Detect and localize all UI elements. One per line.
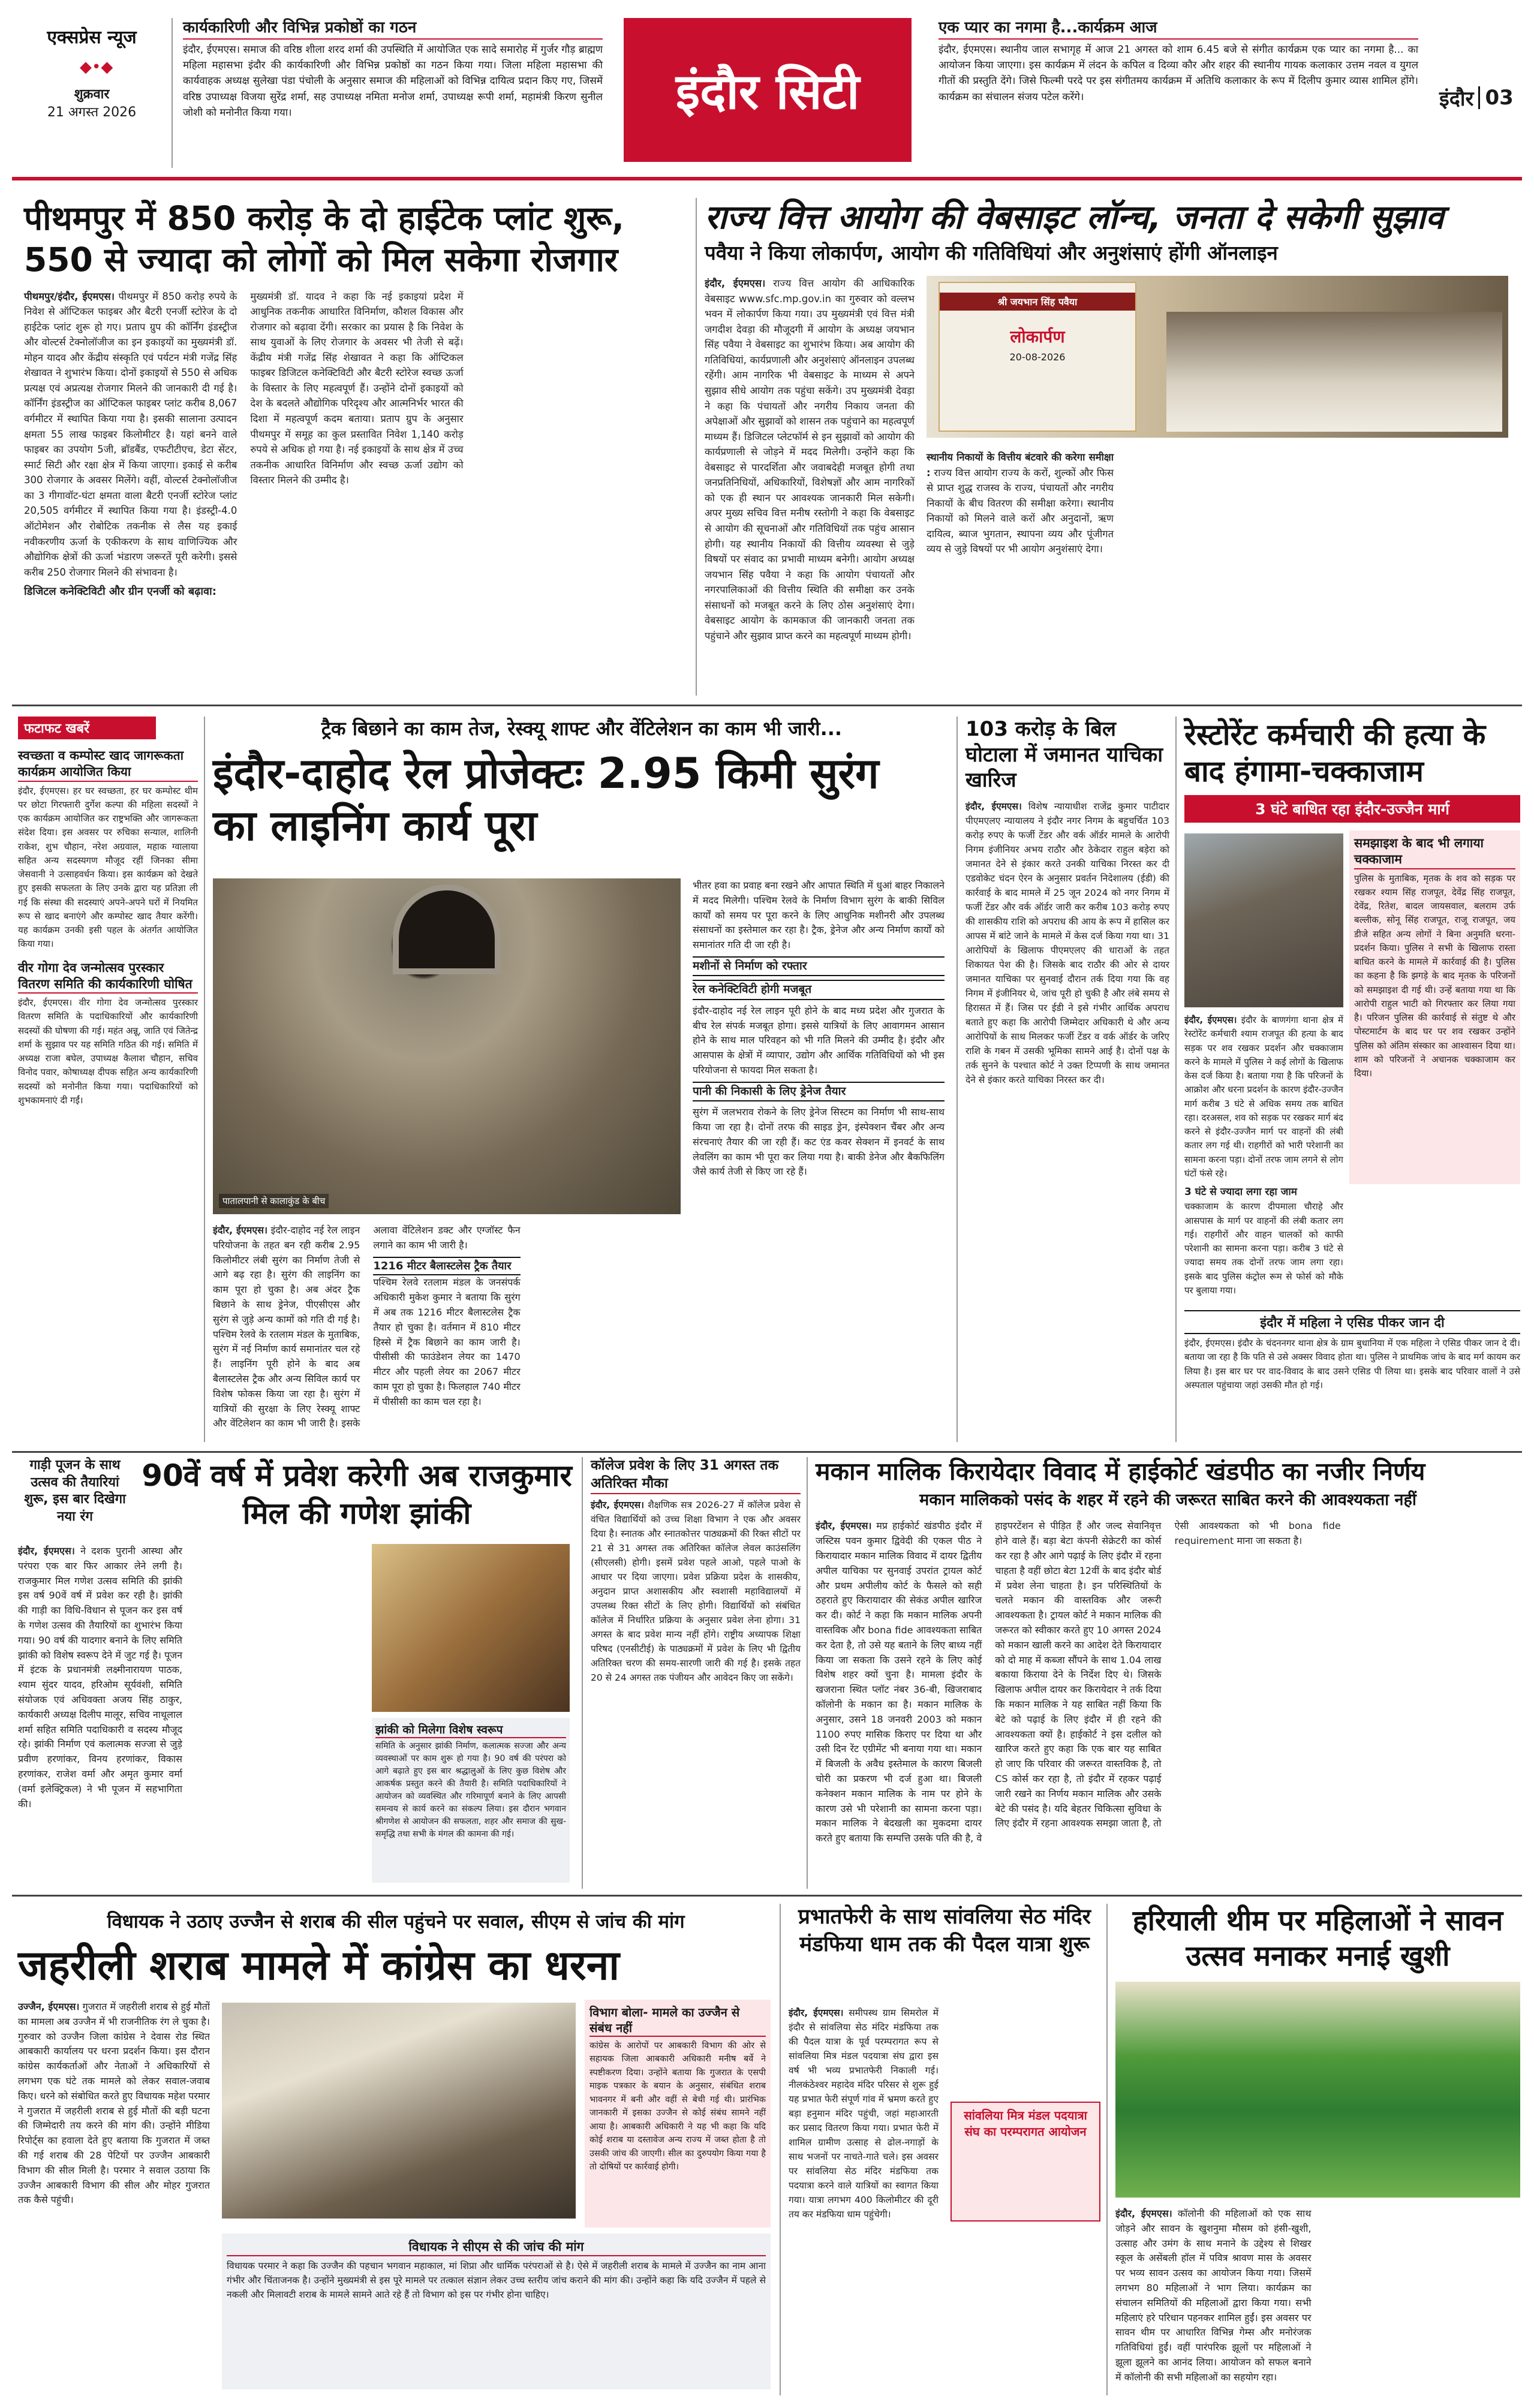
dateline: इंदौर, ईएमएस।	[213, 1224, 268, 1236]
info-box	[1349, 830, 1520, 1184]
info-box	[585, 2000, 771, 2228]
headline: इंदौर-दाहोद रेल प्रोजेक्टः 2.95 किमी सुरंग का लाइनिंग कार्य पूरा	[213, 748, 879, 851]
fatafat-item-2-title: वीर गोगा देव जन्मोत्सव पुरस्कार वितरण समिति की कार्यकारिणी घोषित	[18, 960, 198, 994]
info-box	[372, 1718, 570, 1883]
kicker: कॉलेज प्रवेश के लिए 31 अगस्त तक अतिरिक्त मौका	[591, 1457, 801, 1494]
headline: 90वें वर्ष में प्रवेश करेगी अब राजकुमार मिल की गणेश झांकी	[142, 1458, 572, 1531]
article-body	[24, 289, 690, 631]
headline: राज्य वित्त आयोग की वेबसाइट लॉन्च, जनता दे सकेगी सुझाव	[705, 198, 1444, 236]
dateline: इंदौर, ईएमएस।	[1115, 2208, 1172, 2219]
info-box-text: समिति के अनुसार झांकी निर्माण, कलात्मक सज्जा और अन्य व्यवस्थाओं पर काम शुरू हो गया है। 90 वर्ष की परंपरा को आगे बढ़ाते हुए इस बार श्रद्धालुओं के लिए कुछ विशेष और आकर्षक प्रस्तुत करने की तैयारी है। समिति पदाधिकारियों ने आयोजन को व्यवस्थित और गरिमापूर्ण बनाने के लिए आपसी समन्वय से कार्य करने का संकल्प लिया। इस दौरान भगवान श्रीगणेश से आयोजन की सफलता, शहर और समाज की सुख-समृद्धि तथा सभी के मंगल की कामना की गई।	[375, 1741, 566, 1839]
info-box-title: विभाग बोला- मामले का उज्जैन से संबंध नहीं	[589, 2004, 766, 2037]
dateline: पीथमपुर/इंदौर, ईएमएस।	[24, 290, 115, 302]
masthead	[0, 0, 1534, 183]
body-text: शैक्षणिक सत्र 2026-27 में कॉलेज प्रवेश से वंचित विद्यार्थियों को उच्च शिक्षा विभाग ने एक और अवसर दिया है। स्नातक और स्नातकोत्तर पाठ्यक्रमों की रिक्त सीटों पर 21 से 31 अगस्त तक अतिरिक्त कॉलेज लेवल काउंसलिंग (सीएलसी) होगी। इसमें प्रवेश पहले आओ, पहले पाओ के आधार पर दिया जाएगा। प्रवेश प्रक्रिया प्रदेश के शासकीय, अनुदान प्राप्त अशासकीय और स्वशासी महाविद्यालयों में उपलब्ध रिक्त सीटों के लिए होगी। विद्यार्थियों को संबंधित कॉलेज में निर्धारित प्रक्रिया के अनुसार प्रवेश लेना होगा। 31 अगस्त के बाद प्रवेश मान्य नहीं होंगे। राष्ट्रीय अध्यापक शिक्षा परिषद (एनसीटीई) के पाठ्यक्रमों में प्रवेश के लिए भी द्वितीय अतिरिक्त चरण की समय-सारणी जारी की गई है। इसके तहत 20 से 24 अगस्त तक पंजीयन और आवेदन किए जा सकेंगे।	[591, 1499, 801, 1683]
brief-title: इंदौर में महिला ने एसिड पीकर जान दी	[1184, 1310, 1520, 1334]
dateline: उज्जैन, ईएमएस।	[18, 2001, 80, 2012]
article-hariyali	[1115, 1904, 1520, 2395]
article-body	[18, 1544, 360, 1883]
info-box	[951, 2102, 1100, 2222]
photo-caption: पातालपानी से कालाकुंड के बीच	[219, 1194, 329, 1208]
info-box-text: कांग्रेस के आरोपों पर आबकारी विभाग की ओर से सहायक जिला आबकारी अधिकारी मनीष बर्वे ने स्पष्टीकरण दिया। उन्होंने बताया कि गुजरात के एसपी माइक पत्रकार के बयान के अनुसार, संबंधित शराब भावनगर में बनी और वहीं से बेची गई थी। प्रारंभिक जानकारी में इसका उज्जैन से कोई संबंध सामने नहीं आया है। आबकारी अधिकारी ने यह भी कहा कि यदि कोई शराब या दस्तावेज अन्य राज्य में जब्त होता है तो उसकी जांच की जाएगी। सील का दुरुपयोग किया गया है तो दोषियों पर कार्रवाई होगी।	[589, 2041, 766, 2172]
page-label: इंदौर	[1439, 87, 1474, 111]
brief-text: इंदौर, ईएमएस। इंदौर के चंदननगर थाना क्षेत्र के ग्राम बुधानिया में एक महिला ने एसिड पीकर जान दे दी। बताया जा रहा है कि पति से उसे अक्सर विवाद होता था। पुलिस ने प्राथमिक जांच के बाद मर्ग कायम कर लिया है। इस बार घर पर वाद-विवाद के बाद उसने एसिड पी लिया था। इसके बाद परिवार वालों ने उसे अस्पताल पहुंचाया जहां उसकी मौत हो गई।	[1184, 1338, 1520, 1390]
poster-launch: लोकार्पण	[1010, 327, 1065, 347]
subheading-2: मशीनों से निर्माण को रफ्तार	[693, 956, 945, 976]
body-text-1: पीथमपुर में 850 करोड़ रुपये के निवेश से ऑप्टिकल फाइबर और बैटरी एनर्जी स्टोरेज के दो हाईटेक प्लांट शुरू हो गए। प्रताप ग्रुप की कॉर्निंग इंडस्ट्रीज और वोल्टर्स टेक्नोलॉजीज का इन इकाइयों का मुख्यमंत्री डॉ. मोहन यादव और केंद्रीय संस्कृति एवं पर्यटन मंत्री गजेंद्र सिंह शेखावत ने शुभारंभ किया। दोनों इकाइयों से 550 से अधिक प्रत्यक्ष एवं अप्रत्यक्ष रोजगार मिलने की जानकारी दी गई है। कॉर्निंग इंडस्ट्रीज का ऑप्टिकल फाइबर प्लांट करीब 8,067 वर्गमीटर में स्थापित किया गया है। इसकी सालाना उत्पादन क्षमता 55 लाख फाइबर किलोमीटर है। यहां बनने वाले फाइबर का उपयोग 5जी, ब्रॉडबैंड, एफटीटीएच, डेटा सेंटर, स्मार्ट सिटी और रक्षा क्षेत्र में किया जाएगा। इकाई से करीब 300 रोजगार के अवसर मिलेंगे। वहीं, वोल्टर्स टेक्नोलॉजीज का 3 गीगावॉट-घंटा क्षमता वाला बैटरी एनर्जी स्टोरेज प्लांट 20,505 वर्गमीटर में स्थापित किया गया है। इंडस्ट्री-4.0 ऑटोमेशन और रोबोटिक तकनीक से लैस यह इकाई नवीकरणीय ऊर्जा के एकीकरण के साथ वाणिज्यिक और औद्योगिक क्षेत्रों की ऊर्जा भंडारण जरूरतें पूरी करेगी। इससे करीब 250 रोजगार मिलने की संभावना है।	[24, 290, 237, 578]
subheading-3: रेल कनेक्टिविटी होगी मजबूत	[693, 980, 945, 1000]
cm-box	[222, 2234, 771, 2389]
body-text: समीपस्थ ग्राम सिमरोल में इंदौर से सांवलिया सेठ मंदिर मंडफिया तक की पैदल यात्रा के पूर्व परम्परागत रूप से सांवलिया मित्र मंडल पदयात्रा संघ द्वारा इस वर्ष भी भव्य प्रभातफेरी निकाली गई। नीलकंठेश्वर महादेव मंदिर परिसर से शुरू हुई यह प्रभात फेरी संपूर्ण गांव में भ्रमण करते हुए बड़ा हनुमान मंदिर पहुंची, जहां महाआरती कर प्रसाद वितरण किया गया। प्रभात फेरी में शामिल ग्रामीण उत्साह से ढोल-नगाड़ों के साथ भजनों पर नाचते-गाते चले। इस अवसर पर सांवलिया सेठ मंदिर मंडफिया तक पदयात्रा करने वाले यात्रियों का स्वागत किया गया। यात्रा लगभग 400 किलोमीटर की दूरी तय कर मंडफिया धाम पहुंचेगी।	[789, 2007, 939, 2220]
headline: जहरीली शराब मामले में कांग्रेस का धरना	[18, 1942, 619, 1989]
issue-date: 21 अगस्त 2026	[47, 105, 137, 120]
puja-photo	[372, 1544, 570, 1712]
body-text-4: इंदौर-दाहोद नई रेल लाइन पूरी होने के बाद मध्य प्रदेश और गुजरात के बीच रेल संपर्क मजबूत होगा। इससे यात्रियों के लिए आवागमन आसान होने के साथ माल परिवहन को भी गति मिलने की उम्मीद है। इंदौर और आसपास के क्षेत्रों में व्यापार, उद्योग और आर्थिक गतिविधियों को भी इस परियोजना से फायदा मिल सकता है।	[693, 1004, 945, 1076]
headline: मकान मालिक किरायेदार विवाद में हाईकोर्ट खंडपीठ का नजीर निर्णय	[816, 1457, 1425, 1486]
subheadline: मकान मालिकको पसंद के शहर में रहने की जरूरत साबित करने की आवश्यकता नहीं	[919, 1491, 1416, 1510]
rail-body-right	[693, 878, 945, 1433]
body-text: विशेष न्यायाधीश राजेंद्र कुमार पाटीदार पीएमएलए न्यायालय ने इंदौर नगर निगम के बहुचर्चित 103 करोड़ रुपए के फर्जी टेंडर और वर्क ऑर्डर मामले के आरोपी निगम इंजीनियर अभय राठौर और ठेकेदार राहुल बड़ेरा को जमानत देने से इंकार करते उनकी याचिका निरस्त कर दी एडवोकेट चंदन ऐरन के अनुसार प्रवर्तन निदेशालय (ईडी) की कार्रवाई के बाद मामले में 25 जून 2024 को नगर निगम में फर्जी टेंडर और वर्क ऑर्डर जारी कर करीब 103 करोड़ रुपए की शासकीय राशि को अपराध की आय के रूप में हासिल कर आपस में बांटे जाने के मामले में केस दर्ज किया गया था। 31 आरोपियों के खिलाफ पीएमएलए की धाराओं के तहत शिकायत पेश की है। जिसके बाद राठौर की ओर से दायर जमानत याचिका पर सुनवाई दौरान तर्क दिया गया कि वह निगम में इंजीनियर थे, जांच पूरी हो चुकी है और लंबे समय से हिरासत में हैं। जिस पर ईडी ने इसे गंभीर आर्थिक अपराध बताते हुए कहा कि आरोपी जिम्मेदार अधिकारी थे और अन्य आरोपियों के साथ मिलकर फर्जी टेंडर व वर्क ऑर्डर के जरिए राशि के गबन में उसकी भूमिका सामने आई है। दोनों पक्ष के तर्क सुनने के पश्चात कोर्ट ने उक्त टिप्पणी के साथ जमानत देने से इंकार करते याचिका निरस्त कर दी।	[965, 800, 1169, 1085]
subheading: 3 घंटे से ज्यादा लगा रहा जाम	[1184, 1186, 1297, 1198]
brief-right-title: एक प्यार का नगमा है...कार्यक्रम आज	[939, 18, 1418, 40]
page-indicator	[1439, 84, 1517, 112]
page-number: 03	[1485, 86, 1514, 110]
body-text-3: भीतर हवा का प्रवाह बना रखने और आपात स्थिति में धुआं बाहर निकालने में मदद मिलेगी। पश्चिम रेलवे के निर्माण विभाग सुरंग के बाकी सिविल कार्यों को समय पर पूरा करने के लिए आधुनिक मशीनरी और उपलब्ध संसाधनों का इस्तेमाल कर रहा है। ट्रैक, ड्रेनेज और अन्य निर्माण कार्यों को समानांतर गति दी जा रही है।	[693, 880, 945, 951]
finance-cols-rest	[927, 450, 1514, 690]
info-box-title: सांवलिया मित्र मंडल पदयात्रा संघ का परम्परागत आयोजन	[964, 2108, 1087, 2139]
headline: प्रभातफेरी के साथ सांवलिया सेठ मंदिर मंडफिया धाम तक की पैदल यात्रा शुरू	[798, 1905, 1091, 1956]
subheading: स्थानीय निकायों के वित्तीय बंटवारे की करेगा समीक्षा :	[927, 452, 1114, 478]
article-rail	[213, 717, 951, 1442]
body-text-2: राज्य वित्त आयोग राज्य के करों, शुल्कों और फिस से प्राप्त शुद्ध राजस्व के राज्य, पंचायतों और नगरीय निकायों के बीच वितरण की समीक्षा करेगा। स्थानीय निकायों को मिलने वाले करों और अनुदानों, ऋण दायित्व, ब्याज भुगतान, स्थापना व्यय और पूंजीगत व्यय से जुड़े विषयों पर भी आयोग अनुशंसाएं देगा।	[927, 466, 1114, 555]
dateline: इंदौर, ईएमएस।	[705, 278, 766, 289]
body-text-2: मुख्यमंत्री डॉ. यादव ने कहा कि नई इकाइयां प्रदेश में आधुनिक तकनीक आधारित विनिर्माण, कौशल विकास और रोजगार को बढ़ावा देंगी। सरकार का प्रयास है कि निवेश के साथ युवाओं के लिए रोजगार के अवसर भी तेजी से बढ़ें। केंद्रीय मंत्री गजेंद्र सिंह शेखावत ने कहा कि ऑप्टिकल फाइबर डिजिटल कनेक्टिविटी और बैटरी स्टोरेज स्वच्छ ऊर्जा के विस्तार के लिए महत्वपूर्ण हैं। उन्होंने दोनों इकाइयों को देश के बदलते औद्योगिक परिदृश्य और आत्मनिर्भर भारत की दिशा में महत्वपूर्ण कदम बताया। प्रताप ग्रुप के अनुसार पीथमपुर में समूह का कुल प्रस्तावित निवेश 1,140 करोड़ रुपये से अधिक हो गया है। नई इकाइयों के साथ क्षेत्र में उच्च तकनीक आधारित विनिर्माण और स्वच्छ ऊर्जा उद्योग को विस्तार मिलने की उम्मीद है।	[250, 290, 464, 486]
article-restaurant	[1184, 717, 1520, 1442]
section-title: इंदौर सिटी	[675, 64, 860, 121]
tunnel-photo	[213, 878, 681, 1214]
headline: पीथमपुर में 850 करोड़ के दो हाईटेक प्लांट शुरू, 550 से ज्यादा को लोगों को मिल सकेगा रोजगार	[24, 199, 624, 279]
article-congress	[18, 1904, 774, 2395]
fatafat-item-1-title: स्वच्छता व कम्पोस्ट खाद जागरूकता कार्यक्रम आयोजित किया	[18, 748, 198, 782]
headline: रेस्टोरेंट कर्मचारी की हत्या के बाद हंगामा-चक्काजाम	[1184, 718, 1486, 789]
brief-right-text: इंदौर, ईएमएस। स्थानीय जाल सभागृह में आज 21 अगस्त को शाम 6.45 बजे से संगीत कार्यक्रम एक प्यार का नगमा है... का आयोजन किया जाएगा। इस कार्यक्रम में लंदन के कपिल व दिव्या कौर और शहर की स्थानीय गायक कलाकार उत्तम नवल व युगल गीतों की प्रस्तुति देंगे। जिसे फिल्मी परदे पर इस संगीतमय कार्यक्रम में अतिथि कलाकार के रूप में दिलीप कुमार व्यास शामिल होंगे। कार्यक्रम का संचालन संजय पटेल करेंगे।	[939, 43, 1418, 103]
body-text-5: सुरंग में जलभराव रोकने के लिए ड्रेनेज सिस्टम का निर्माण भी साथ-साथ किया जा रहा है। दोनों तरफ की साइड ड्रेन, इंस्पेक्शन चैंबर और अन्य संरचनाएं तैयार की जा रही हैं। कट एंड कवर सेक्शन में इनवर्ट के साथ लेवलिंग का काम भी पूरा कर लिया गया है। बाकी डेनेज और बैकफिलिंग जैसे कार्य तेजी से किए जा रहे हैं।	[693, 1106, 945, 1178]
tunnel-mouth	[393, 884, 501, 974]
brief-left-text: इंदौर, ईएमएस। समाज की वरिष्ठ शीला शरद शर्मा की उपस्थिति में आयोजित एक सादे समारोह में गुर्जर गौड़ ब्राह्मण महिला महासभा इंदौर की कार्यकारिणी और विभिन्न प्रकोष्ठों का गठन किया गया। जिला महिला महासभा की कार्यवाहक अध्यक्ष सुलेखा पंडा पंचोली के अनुसार समाज की महिलाओं को विभिन्न दायित्व प्रदान किए गए, जिसमें वरिष्ठ उपाध्यक्ष विजया सुरेंद्र शर्मा, सह उपाध्यक्ष नमिता मनोज शर्मा, उपाध्यक्ष रूपी शर्मा, महामंत्री किरण सुनील जोशी को मनोनीत किया गया।	[183, 43, 603, 119]
protest-photo	[1184, 833, 1343, 1007]
info-box-title: समझाइश के बाद भी लगाया चक्काजाम	[1354, 835, 1515, 869]
body-text: कॉलोनी की महिलाओं को एक साथ जोड़ने और सावन के खुशनुमा मौसम को हंसी-खुशी, उत्साह और उमंग के साथ मनाने के उद्देश्य से शिखर स्कूल के असेंबली हॉल में पवित्र श्रावण मास के अवसर पर भव्य सावन उत्सव का आयोजन किया गया। जिसमें लगभग 80 महिलाओं ने भाग लिया। कार्यक्रम का संचालन समितियों की महिलाओं द्वारा किया गया। सभी महिलाएं हरे परिधान पहनकर शामिल हुईं। इस अवसर पर सावन थीम पर आधारित विभिन्न गेम्स और मनोरंजक गतिविधियां हुईं। वहीं पारंपरिक झूलों पर महिलाओं ने झूला झूलने का आनंद लिया। आयोजन को सफल बनाने में कॉलोनी की सभी महिलाओं का सहयोग रहा।	[1115, 2208, 1312, 2383]
red-subheadline: 3 घंटे बाधित रहा इंदौर-उज्जैन मार्ग	[1184, 795, 1520, 823]
fatafat-item-2-text: इंदौर, ईएमएस। वीर गोगा देव जन्मोत्सव पुरस्कार वितरण समिति के पदाधिकारियों और कार्यकारिणी सदस्यों की घोषणा की गई। महंत अन्नू, जाति एवं जितेन्द्र शर्मा के सुझाव पर यह समिति गठित की गई। समिति में अध्यक्ष राजा बघेल, उपाध्यक्ष कैलाश चौहान, सचिव विनोद पवार, कोषाध्यक्ष दीपक सहित अन्य कार्यकारिणी सदस्यों को मनोनीत किया गया। पदाधिकारियों को शुभकामनाएं दी गईं।	[18, 997, 198, 1106]
dateline: इंदौर, ईएमएस।	[965, 800, 1022, 812]
body-text-1: राज्य वित्त आयोग की आधिकारिक वेबसाइट www.sfc.mp.gov.in का गुरुवार को वल्लभ भवन में लोकार्पण किया गया। उप मुख्यमंत्री एवं वित्त मंत्री जगदीश देवड़ा की मौजूदगी में आयोग के अध्यक्ष जयभान सिंह पवैया ने वेबसाइट का शुभारंभ किया। अब आयोग की गतिविधियां, कार्यप्रणाली और अनुशंसाएं ऑनलाइन उपलब्ध रहेंगी। आम नागरिक भी वेबसाइट के माध्यम से अपने सुझाव सीधे आयोग तक पहुंचा सकेंगे। उप मुख्यमंत्री देवड़ा ने कहा कि पंचायतों और नगरीय निकाय जनता की अपेक्षाओं और सुझावों को शासन तक पहुंचाने का महत्वपूर्ण माध्यम हैं। डिजिटल प्लेटफॉर्म से इन सुझावों को आयोग की कार्यप्रणाली से जोड़ने में मदद मिलेगी। उन्होंने कहा कि वेबसाइट से पारदर्शिता और जवाबदेही मजबूत होगी तथा जनप्रतिनिधियों, अधिकारियों, विशेषज्ञों और आम नागरिकों को एक ही स्थान पर आवश्यक जानकारी मिल सकेगी। अपर मुख्य सचिव वित्त मनीष रस्तोगी ने कहा कि वेबसाइट से आयोग की सूचनाओं और गतिविधियों तक पहुंच आसान होगी। यह स्थानीय निकायों की वित्तीय व्यवस्था से जुड़े विषयों पर संवाद का प्रभावी माध्यम बनेगी। आयोग अध्यक्ष जयभान सिंह पवैया ने कहा कि आयोग पंचायतों और नगरपालिकाओं की वित्तीय स्थिति की समीक्षा कर उनके संसाधनों को मजबूत करने के लिए ठोस अनुशंसाएं देगा। वेबसाइट आयोग के कामकाज की जानकारी जनता तक पहुंचाने और सुझाव प्राप्त करने का महत्वपूर्ण माध्यम होगी।	[705, 278, 915, 642]
kicker: ट्रैक बिछाने का काम तेज, रेस्क्यू शाफ्ट और वेंटिलेशन का काम भी जारी...	[321, 717, 843, 740]
article-body	[816, 1519, 1520, 1855]
poster-name: श्री जयभान सिंह पवैया	[940, 293, 1135, 311]
subheadline: पवैया ने किया लोकार्पण, आयोग की गतिविधियां और अनुशंसाएं होंगी ऑनलाइन	[705, 240, 1278, 264]
dateline: इंदौर, ईएमएस।	[816, 1520, 872, 1532]
dateline: इंदौर, ईएमएस।	[591, 1499, 645, 1510]
info-box-text: पुलिस के मुताबिक, मृतक के शव को सड़क पर रखकर श्याम सिंह राजपूत, देवेंद्र सिंह राजपूत, देवेंद्र, रितेश, बादल जायसवाल, बलराम उर्फ बल्लीक, सोनू सिंह राजपूत, राजू राजपूत, जय डीजे सहित अन्य लोगों ने बिना अनुमति धरना-प्रदर्शन किया। पुलिस ने सभी के खिलाफ रास्ता बाधित करने के मामले में कार्रवाई की है। पुलिस का कहना है कि झगड़े के बाद मृतक के परिजनों को समझाइश दी गई थी। उन्हें बताया गया था कि आरोपी राहुल भाटी को गिरफ्तार कर लिया गया है। परिजन पुलिस की कार्रवाई से संतुष्ट थे और पोस्टमार्टम के बाद घर पर शव रखकर उन्होंने पुलिस को अंतिम संस्कार का आश्वासन दिया था। शाम को परिजनों ने अचानक चक्काजाम कर दिया।	[1354, 872, 1515, 1079]
article-pithampur	[24, 198, 690, 696]
brief-left	[183, 18, 603, 121]
dharna-photo	[222, 2003, 576, 2219]
info-box-title: झांकी को मिलेगा विशेष स्वरूप	[375, 1721, 566, 1738]
kicker: गाड़ी पूजन के साथ उत्सव की तैयारियां शुरू, इस बार दिखेगा नया रंग	[24, 1458, 126, 1524]
article-body	[965, 799, 1169, 1087]
article-body	[18, 2000, 210, 2389]
cm-box-title: विधायक ने सीएम से की जांच की मांग	[227, 2238, 766, 2256]
rail-body-left	[213, 1223, 681, 1433]
cm-box-text: विधायक परमार ने कहा कि उज्जैन की पहचान भगवान महाकाल, मां शिप्रा और धार्मिक परंपराओं से है। ऐसे में जहरीली शराब के मामले में उज्जैन का नाम आना गंभीर और चिंताजनक है। उन्होंने मुख्यमंत्री से इस पूरे मामले पर तत्काल संज्ञान लेकर उच्च स्तरीय जांच कराने की मांग की। उन्होंने कहा कि यदि उज्जैन में पहले से नकली और मिलावटी शराब के मामले सामने आते रहे हैं तो विभाग को इस पर गंभीर होना चाहिए।	[227, 2260, 766, 2301]
poster-date: 20-08-2026	[1009, 351, 1066, 363]
article-sanwaliya	[789, 1904, 1100, 2395]
body-text-2: चक्काजाम के कारण दीपमाला चौराहे और आसपास के मार्ग पर वाहनों की लंबी कतार लग गई। राहगीरों और वाहन चालकों को काफी परेशानी का सामना करना पड़ा। करीब 3 घंटे से ज्यादा समय तक दोनों तरफ जाम लगा रहा। इसके बाद पुलिस कंट्रोल रूम से फोर्स को मौके पर बुलाया गया।	[1184, 1201, 1343, 1296]
article-landlord	[816, 1457, 1520, 1889]
dateline: इंदौर, ईएमएस।	[789, 2007, 844, 2018]
dateline: इंदौर, ईएमएस।	[1184, 1015, 1237, 1025]
fatafat-column	[18, 717, 198, 1442]
dateline: इंदौर, ईएमएस।	[18, 1545, 75, 1557]
article-ganesh	[18, 1457, 576, 1889]
kicker: विधायक ने उठाए उज्जैन से शराब की सील पहुंचने पर सवाल, सीएम से जांच की मांग	[18, 1904, 774, 1939]
article-body	[591, 1498, 801, 1685]
paper-brand-box	[24, 24, 160, 138]
headline: 103 करोड़ के बिल घोटाला में जमानत याचिका खारिज	[965, 717, 1163, 792]
brief-left-title: कार्यकारिणी और विभिन्न प्रकोष्ठों का गठन	[183, 18, 603, 40]
section-banner	[624, 18, 912, 162]
body-text-2: पश्चिम रेलवे रतलाम मंडल के जनसंपर्क अधिकारी मुकेश कुमार ने बताया कि सुरंग में अब तक 1216 मीटर बैलास्टलेस ट्रैक तैयार हो चुका है। वर्तमान में 810 मीटर हिस्से में ट्रैक बिछाने का काम जारी है। पीसीसी की फाउंडेशन लेयर का 1470 मीटर और पहली लेयर का 2067 मीटर काम पूरा हो चुका है। फिलहाल 740 मीटर में पीसीसी का काम चल रहा है।	[373, 1277, 521, 1407]
body-text: इंदौर के बाणगंगा थाना क्षेत्र में रेस्टोरेंट कर्मचारी श्याम राजपूत की हत्या के बाद सड़क पर शव रखकर प्रदर्शन और चक्काजाम करने के मामले में पुलिस ने कई लोगों के खिलाफ केस दर्ज किया है। बताया गया है कि परिजनों के आक्रोश और धरना प्रदर्शन के कारण इंदौर-उज्जैन मार्ग करीब 3 घंटे से अधिक समय तक बाधित रहा। दरअसल, शव को सड़क पर रखकर मार्ग बंद करने से इंदौर-उज्जैन मार्ग पर वाहनों की लंबी कतार लग गई थी। राहगीरों को भारी परेशानी का सामना करना पड़ा। दोनों तरफ जाम लगने से लोग घंटों फंसे रहे।	[1184, 1015, 1343, 1179]
subheading: डिजिटल कनेक्टिविटी और ग्रीन एनर्जी को बढ़ावा:	[24, 585, 216, 598]
subheading-1: 1216 मीटर बैलास्टलेस ट्रैक तैयार	[373, 1257, 520, 1276]
article-body	[1184, 1013, 1343, 1301]
brief-right	[939, 18, 1418, 105]
body-text: मप्र हाईकोर्ट खंडपीठ इंदौर में जस्टिस पवन कुमार द्विवेदी की एकल पीठ ने किरायादार मकान मालिक विवाद में दायर द्वितीय अपील याचिका पर सुनवाई उपरांत ट्रायल कोर्ट और प्रथम अपीलीय कोर्ट के फैसले को सही ठहराते हुए किरायादार की सेकंड अपील खारिज कर दी। कोर्ट ने कहा कि मकान मालिक अपनी वास्तविक और bona fide आवश्यकता साबित कर देता है, तो उसे यह बताने के लिए बाध्य नहीं किया जा सकता कि उसने रहने के लिए कोई विशेष शहर क्यों चुना है। मामला इंदौर के खजराना स्थित प्लॉट नंबर 36-बी, खिजराबाद कॉलोनी के मकान का है। मकान मालिक के अनुसार, उसने 18 जनवरी 2003 को मकान 1100 रुपए मासिक किराए पर दिया था और उसी दिन रेंट एग्रीमेंट भी बनाया गया था। मकान में बिजली के अवैध इस्तेमाल के कारण बिजली चोरी का प्रकरण भी दर्ज हुआ था। बिजली कनेक्शन मकान मालिक के नाम पर होने के कारण उसे भी परेशानी का सामना करना पड़ा। मकान मालिक ने बेदखली का मुकदमा दायर करते हुए बताया कि सम्पत्ति उसके पति की है, वे हाइपरटेंशन से पीड़ित हैं और जल्द सेवानिवृत्त होने वाले हैं। बड़ा बेटा कंपनी सेक्रेटरी का कोर्स कर रहा है और आगे पढ़ाई के लिए इंदौर में रहना चाहता है वहीं छोटा बेटा 12वीं के बाद इंदौर बोर्ड में प्रवेश लेना चाहता है। इन परिस्थितियों के चलते मकान की वास्तविक और जरूरी आवश्यकता है। ट्रायल कोर्ट ने मकान मालिक की जरूरत को स्वीकार करते हुए 10 अगस्त 2024 को मकान खाली करने का आदेश देते किरायादार को दो माह में कब्जा सौंपने के साथ 1.04 लाख बकाया किराया देने के निर्देश दिए थे। जिसके खिलाफ अपील दायर कर किरायेदार ने तर्क दिया कि मकान मालिक ने यह साबित नहीं किया कि बेटे को पढ़ाई के लिए इंदौर में ही रहने की आवश्यकता क्यों है। हाईकोर्ट ने इस दलील को खारिज करते हुए कहा कि एक बार यह साबित हो जाए कि परिवार की जरूरत वास्तविक है, तो CS कोर्स कर रहा है, तो इंदौर में रहकर पढ़ाई जारी रखने का निर्णय मकान मालिक और उसके बेटे की पसंद है। यदि बेहतर चिकित्सा सुविधा के लिए इंदौर में रहना आवश्यक समझा जाता है, तो ऐसी आवश्यकता को भी bona fide requirement माना जा सकता है।	[816, 1520, 1341, 1844]
group-photo	[1115, 1982, 1520, 2198]
article-college	[591, 1457, 801, 1889]
body-text: ने दशक पुरानी आस्था और परंपरा एक बार फिर आकार लेने लगी है। राजकुमार मिल गणेश उत्सव समिति की झांकी इस वर्ष 90वें वर्ष में प्रवेश कर रही है। झांकी की गाड़ी का विधि-विधान से पूजन कर इस वर्ष के गणेश उत्सव की तैयारियों का शुभारंभ किया गया। 90 वर्ष की यादगार बनाने के लिए समिति झांकी को विशेष स्वरूप देने में जुट गई है। पूजन में इंटक के प्रधानमंत्री लक्ष्मीनारायण पाठक, श्याम सुंदर यादव, हरिओम सूर्यवंशी, समिति संयोजक एवं अधिवक्ता अजय सिंह ठाकुर, कार्यकारी अध्यक्ष दिलीप मालूर, सचिव नाथूलाल शर्मा सहित समिति पदाधिकारी व सदस्य मौजूद रहे। झांकी निर्माण एवं कलात्मक सज्जा से जुड़े प्रवीण हरणांकर, विनय हरणांकर, विकास हरणांकर, राजेश वर्मा और अमृत कुमार वर्मा (वर्मा इलेक्ट्रिकल) ने भी पूजन में सहभागिता की।	[18, 1545, 182, 1810]
article-body	[1115, 2207, 1520, 2389]
article-scam	[965, 717, 1169, 1442]
paper-name: एक्सप्रेस न्यूज	[47, 27, 137, 48]
finance-col-1	[705, 276, 915, 690]
body-text: गुजरात में जहरीली शराब से हुई मौतों का मामला अब उज्जैन में भी राजनीतिक रंग ले चुका है। गुरुवार को उज्जैन जिला कांग्रेस ने देवास रोड स्थित आबकारी कार्यालय पर धरना प्रदर्शन किया। इस दौरान कांग्रेस कार्यकर्ताओं और नेताओं ने अधिकारियों से लगभग एक घंटे तक मामले को लेकर सवाल-जवाब किए। धरने को संबोधित करते हुए विधायक महेश परमार ने गुजरात में जहरीली शराब से हुई मौतों की बड़ी घटना की जिम्मेदारी तय करने की मांग की। उन्होंने मीडिया रिपोर्ट्स का हवाला देते हुए बताया कि गुजरात में जब्त की गई शराब की 28 पेटियों पर उज्जैन आबकारी विभाग की सील मिली है। परमार ने सवाल उठाया कि उज्जैन आबकारी विभाग की सील और मोहर गुजरात तक कैसे पहुंची।	[18, 2001, 210, 2206]
issue-day: शुक्रवार	[74, 87, 110, 102]
brand-logo-icon: ◆•◆	[80, 58, 113, 76]
article-finance	[705, 198, 1514, 696]
body-text-1: इंदौर-दाहोद नई रेल लाइन परियोजना के तहत बन रही करीब 2.95 किलोमीटर लंबी सुरंग का निर्माण तेजी से आगे बढ़ रहा है। सुरंग की लाइनिंग का काम पूरा हो चुका है। अब अंदर ट्रैक बिछाने के साथ ड्रेनेज, पीएसीएस और सुरंग से जुड़े अन्य कामों को गति दी गई है। पश्चिम रेलवे के रतलाम मंडल के मुताबिक, सुरंग में नई निर्माण कार्य समानांतर चल रहे हैं। लाइनिंग पूरी होने के बाद अब बैलास्टलेस ट्रैक और अन्य सिविल कार्य पर विशेष फोकस किया जा रहा है। सुरंग में यात्रियों की सुरक्षा के लिए रेस्क्यू शाफ्ट और वेंटिलेशन का काम भी जारी है। इसके अलावा वेंटिलेशन डक्ट और एग्जॉस्ट फैन लगाने का काम भी जारी है।	[213, 1224, 521, 1429]
headline: हरियाली थीम पर महिलाओं ने सावन उत्सव मनाकर मनाई खुशी	[1132, 1904, 1503, 1973]
brief-box	[1184, 1310, 1520, 1439]
fatafat-item-1-text: इंदौर, ईएमएस। हर घर स्वच्छता, हर घर कम्पोस्ट थीम पर छोटा गिरफ्तारी दुर्गेश कल्पा की महिला सदस्यों ने एक कार्यक्रम आयोजित कर राष्ट्रभक्ति और जागरूकता संदेश दिया। इस अवसर पर रुचिका सन्याल, शालिनी राकेश, शुभ चौहान, नरेश अग्रवाल, महाक ग्वालाया सहित अन्य सदस्यगण मौजूद रहीं जिनका सीमा जेसवानी ने उत्साहवर्धन किया। इस कार्यक्रम को देखते हुए इसकी सफलता के लिए उनके द्वारा यह प्रतिज्ञा ली गई कि संस्था की सदस्याएं अपने-अपने घरों में नियमित रूप से खाद बनाएंगे और कम्पोस्ट खाद तैयार करेंगी। यह कार्यक्रम उनकी इसी पहल के अंतर्गत आयोजित किया गया।	[18, 785, 198, 950]
fatafat-label: फटाफट खबरें	[18, 717, 156, 739]
subheading-4: पानी की निकासी के लिए ड्रेनेज तैयार	[693, 1082, 945, 1101]
